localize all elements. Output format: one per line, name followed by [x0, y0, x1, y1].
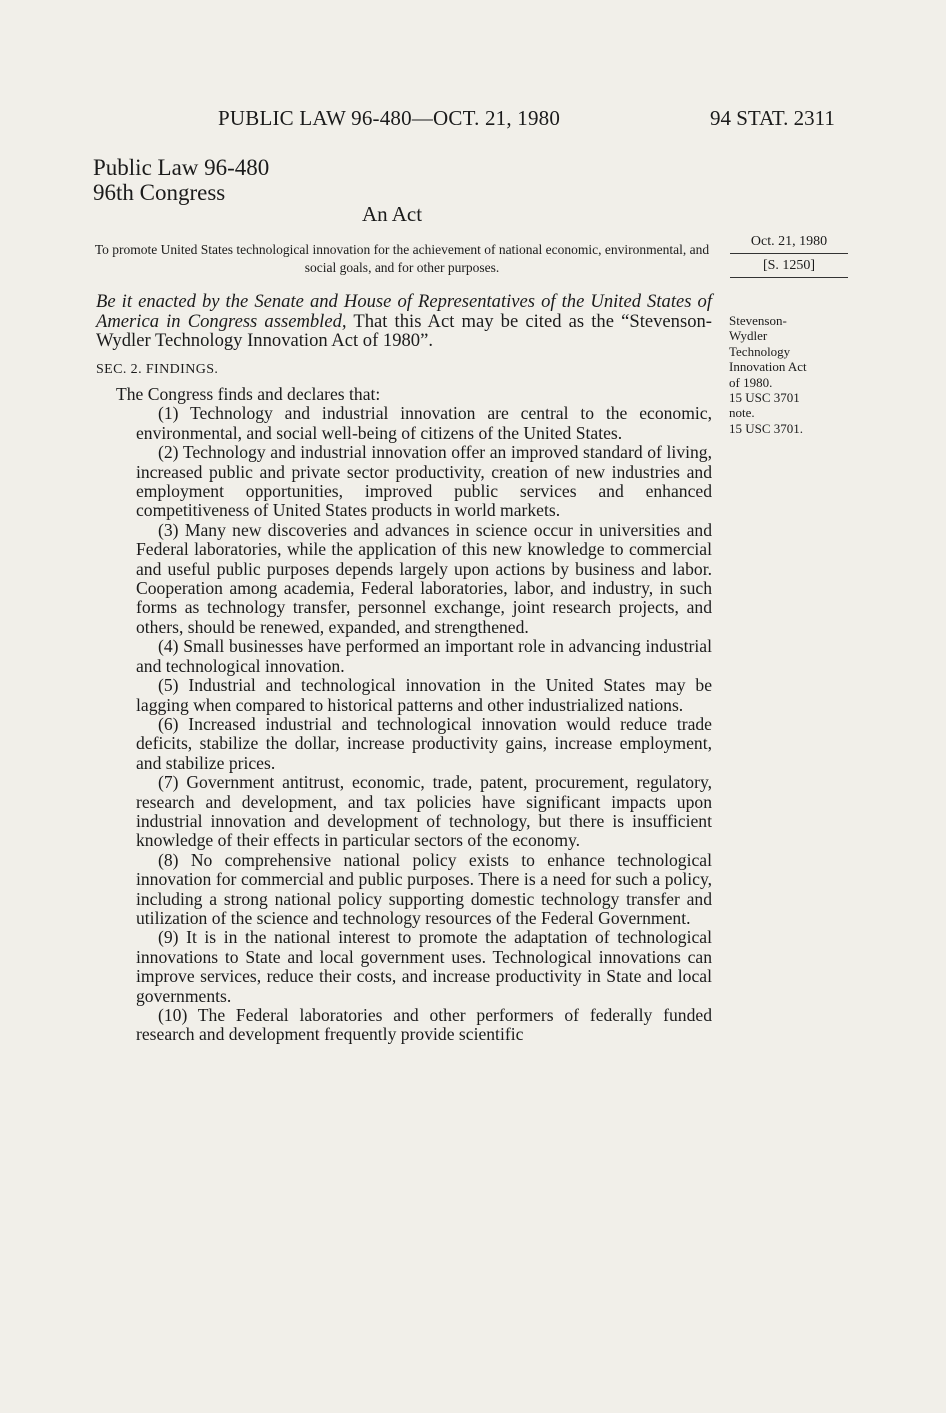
- finding-paragraph: (9) It is in the national interest to promote the adaptation of technological innovations to State and local government uses. Technological innovations can improve services, reduce their costs, and increase productivity in State and local governments.: [136, 927, 712, 1006]
- margin-notes: [729, 313, 849, 436]
- finding-paragraph: (4) Small businesses have performed an important role in advancing industrial and technological innovation.: [136, 636, 712, 676]
- approval-date: Oct. 21, 1980: [730, 234, 848, 254]
- margin-note: 15 USC 3701: [729, 390, 800, 406]
- margin-note: 15 USC 3701.: [729, 420, 804, 436]
- findings-intro: The Congress finds and declares that:: [116, 384, 381, 404]
- margin-note: note.: [729, 405, 755, 421]
- finding-paragraph: (7) Government antitrust, economic, trade, patent, procurement, regulatory, research and development, and tax policies have significant impacts upon industrial innovation and development of technology, but there is insufficient knowledge of their effects in particular sectors of the economy.: [136, 772, 712, 851]
- finding-paragraph: (8) No comprehensive national policy exists to enhance technological innovation for commercial and public purposes. There is a need for such a policy, including a strong national policy supporting domestic technology transfer and utilization of the science and technology resources of the Federal Government.: [136, 849, 712, 928]
- finding-paragraph: (1) Technology and industrial innovation are central to the economic, environmental, and social well-being of citizens of the United States.: [136, 403, 712, 443]
- margin-note: Innovation Act: [729, 359, 807, 375]
- statute-page-number: 94 STAT. 2311: [710, 106, 835, 130]
- margin-note: Wydler: [729, 328, 768, 344]
- margin-date-block: [730, 234, 848, 278]
- finding-paragraph: (6) Increased industrial and technological innovation would reduce trade deficits, stabilize the dollar, increase productivity gains, increase employment, and stabilize prices.: [136, 713, 712, 773]
- finding-paragraph: (2) Technology and industrial innovation offer an improved standard of living, increased public and private sector productivity, creation of new industries and employment opportunities, improved public services and enhanced competitiveness of United States products in world markets.: [136, 442, 712, 521]
- enacting-formula: Be it enacted by the Senate and House of Representatives of the United States of America in Congress assembled,: [96, 291, 712, 332]
- running-header: [0, 106, 946, 136]
- congress-label: 96th Congress: [93, 180, 226, 205]
- running-title: PUBLIC LAW 96-480—OCT. 21, 1980: [218, 106, 561, 130]
- finding-paragraph: (10) The Federal laboratories and other performers of federally funded research and development frequently provide scientific: [136, 1005, 712, 1045]
- section-heading: SEC. 2. FINDINGS.: [96, 362, 219, 377]
- margin-note: Stevenson-: [729, 313, 787, 328]
- findings-body: [96, 385, 712, 1045]
- finding-paragraph: (3) Many new discoveries and advances in science occur in universities and Federal laboratories, while the application of this new knowledge to commercial and useful public purposes depends largely upon actions by business and labor. Cooperation among academia, Federal laboratories, labor, and industry, in such forms as technology transfer, personnel exchange, joint research projects, and others, should be renewed, expanded, and strengthened.: [136, 519, 712, 637]
- act-title: An Act: [362, 202, 423, 226]
- enacting-clause: [96, 292, 712, 351]
- bill-number: [S. 1250]: [730, 254, 848, 278]
- finding-paragraph: (5) Industrial and technological innovation in the United States may be lagging when compared to historical patterns and other industrialized nations.: [136, 675, 712, 715]
- margin-note: Technology: [729, 343, 791, 359]
- act-purpose: To promote United States technological innovation for the achievement of national economic, environmental, and social goals, and for other purposes.: [94, 242, 710, 275]
- law-identifier: Public Law 96-480: [93, 155, 270, 180]
- margin-note: of 1980.: [729, 374, 773, 390]
- short-title-text: That this Act may be cited as the “Stevenson-Wydler Technology Innovation Act of 1980”.: [96, 310, 712, 351]
